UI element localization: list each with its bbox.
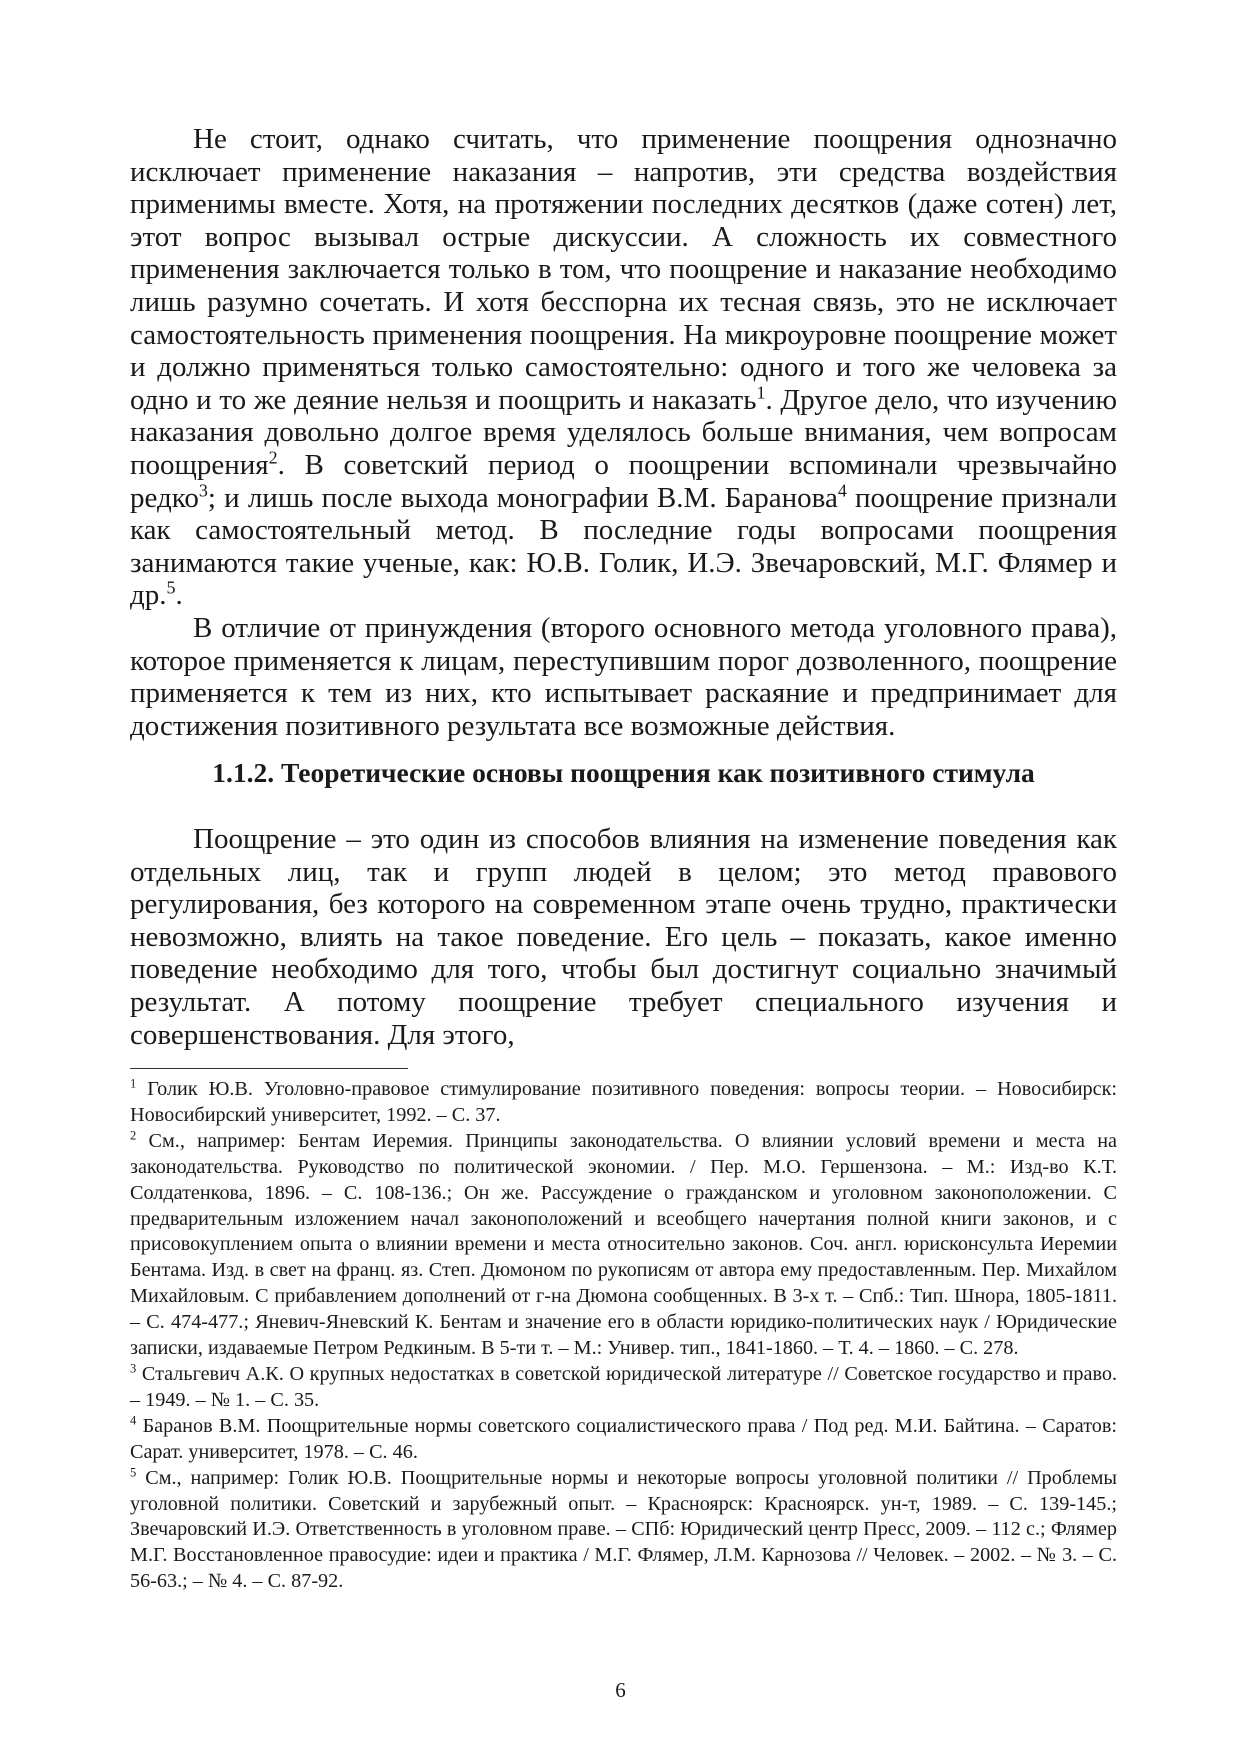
paragraph-2: В отличие от принуждения (второго основного метода уголовного права), которое применяется к лицам, переступившим порог дозволенного, поощрение применяется к тем из них, кто испытывает раскаяние и предпринимает для достижения позитивного результата все возможные действия. xyxy=(130,611,1117,742)
paragraph-1-text-b: . Другое дело, что изучению наказания довольно долгое время уделялось больше внимания, чем вопросам поощрения xyxy=(130,383,1117,481)
footnote-number: 4 xyxy=(130,1413,137,1428)
footnote-separator xyxy=(130,1068,408,1069)
footnote-ref-4[interactable]: 4 xyxy=(837,479,847,500)
footnote-number: 3 xyxy=(130,1361,137,1376)
footnote-text: См., например: Бентам Иеремия. Принципы законодательства. О влиянии условий времени и места на законодательства. Руководство по политической экономии. / Пер. М.О. Гершензона. – М.: Изд-во К.Т. Солдатенкова, 1896. – С. 108-136.; Он же. Рассуждение о гражданском и уголовном законоположении. С предварительным изложением начал законоположений и всеобщего начертания полной книги законов, и с присовокуплением опыта о влиянии времени и места относительно законов. Соч. англ. юрисконсульта Иеремии Бентама. Изд. в свет на франц. яз. Степ. Дюмоном по рукописям от автора ему предоставленным. Пер. Михайлом Михайловым. С прибавлением дополнений от г-на Дюмона сообщенных. В 3-х т. – Спб.: Тип. Шнора, 1805-1811. – С. 474-477.; Яневич-Яневский К. Бентам и значение его в области юридико-политических наук / Юридические записки, издаваемые Петром Редкиным. В 5-ти т. – М.: Универ. тип., 1841-1860. – Т. 4. – 1860. – С. 278. xyxy=(130,1129,1117,1360)
body-block-upper xyxy=(130,123,1117,742)
footnote-4 xyxy=(130,1414,1117,1466)
paragraph-1-text-d: ; и лишь после выхода монографии В.М. Баранова xyxy=(207,481,838,514)
footnote-number: 5 xyxy=(130,1464,137,1479)
paragraph-1-text-a: Не стоит, однако считать, что применение поощрения однозначно исключает применение наказания – напротив, эти средства воздействия применимы вместе. Хотя, на протяжении последних десятков (даже сотен) лет, этот вопрос вызывал острые дискуссии. А сложность их совместного применения заключается только в том, что поощрение и наказание необходимо лишь разумно сочетать. И хотя бесспорна их тесная связь, это не исключает самостоятельность применения поощрения. На микроуровне поощрение может и должно применяться только самостоятельно: одного и того же человека за одно и то же деяние нельзя и поощрить и наказать xyxy=(130,123,1117,416)
paragraph-1-text-c: . В советский период о поощрении вспоминали чрезвычайно редко xyxy=(130,448,1117,514)
footnote-5 xyxy=(130,1466,1117,1596)
footnote-text: См., например: Голик Ю.В. Поощрительные нормы и некоторые вопросы уголовной политики // Проблемы уголовной политики. Советский и зарубежный опыт. – Красноярск: Красноярск. ун-т, 1989. – С. 139-145.; Звечаровский И.Э. Ответственность в уголовном праве. – СПб: Юридический центр Пресс, 2009. – 112 с.; Флямер М.Г. Восстановленное правосудие: идеи и практика / М.Г. Флямер, Л.М. Карнозова // Человек. – 2002. – № 3. – С. 56-63.; – № 4. – С. 87-92. xyxy=(130,1466,1117,1593)
footnote-ref-5[interactable]: 5 xyxy=(166,577,176,598)
paragraph-1-text-e: поощрение признали как самостоятельный метод. В последние годы вопросами поощрения занимаются такие ученые, как: Ю.В. Голик, И.Э. Звечаровский, М.Г. Флямер и др. xyxy=(130,481,1117,612)
paragraph-1-text-f: . xyxy=(175,579,183,612)
footnote-ref-2[interactable]: 2 xyxy=(268,447,278,468)
paragraph-1 xyxy=(130,123,1117,612)
footnote-2 xyxy=(130,1129,1117,1362)
page-number: 6 xyxy=(615,1678,626,1702)
footnote-text: Стальгевич А.К. О крупных недостатках в советской юридической литературе // Советское государство и право. – 1949. – № 1. – С. 35. xyxy=(130,1362,1117,1411)
footnote-3 xyxy=(130,1362,1117,1414)
body-block-lower xyxy=(130,823,1117,1051)
paragraph-3: Поощрение – это один из способов влияния на изменение поведения как отдельных лиц, так и групп людей в целом; это метод правового регулирования, без которого на современном этапе очень трудно, практически невозможно, влиять на такое поведение. Его цель – показать, какое именно поведение необходимо для того, чтобы был достигнут социально значимый результат. А потому поощрение требует специального изучения и совершенствования. Для этого, xyxy=(130,823,1117,1051)
footnote-ref-3[interactable]: 3 xyxy=(198,479,208,500)
section-heading: 1.1.2. Теоретические основы поощрения как позитивного стимула xyxy=(212,757,1035,788)
footnote-1 xyxy=(130,1077,1117,1129)
footnote-text: Голик Ю.В. Уголовно-правовое стимулирование позитивного поведения: вопросы теории. – Новосибирск: Новосибирский университет, 1992. – С. 37. xyxy=(130,1078,1117,1126)
footnotes xyxy=(130,1077,1117,1595)
footnote-ref-1[interactable]: 1 xyxy=(756,382,766,403)
footnote-text: Баранов В.М. Поощрительные нормы советского социалистического права / Под ред. М.И. Байтина. – Саратов: Сарат. университет, 1978. – С. 46. xyxy=(130,1414,1117,1463)
footnote-number: 2 xyxy=(130,1128,137,1143)
footnote-number: 1 xyxy=(130,1076,137,1091)
